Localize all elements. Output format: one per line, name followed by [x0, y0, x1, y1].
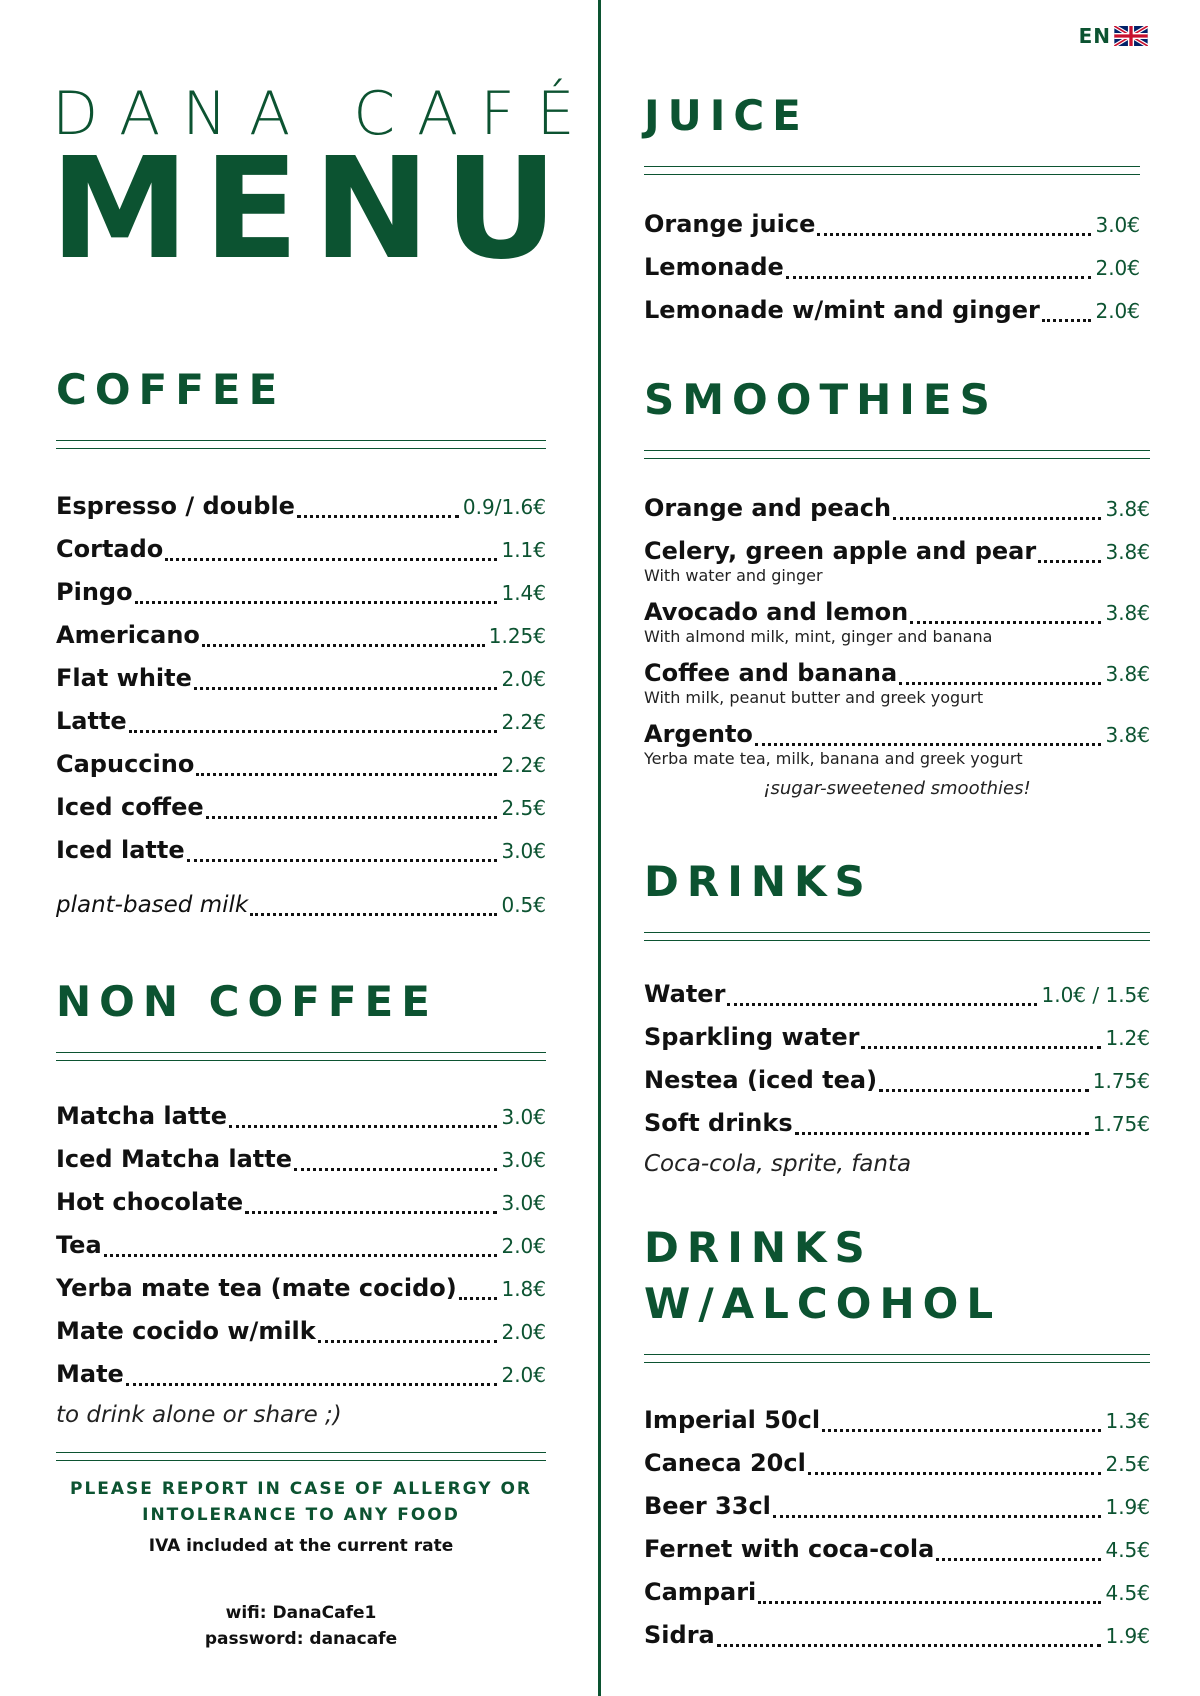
- item-name: Iced latte: [56, 836, 185, 864]
- menu-item: [56, 1138, 546, 1181]
- item-name: Imperial 50cl: [644, 1406, 821, 1434]
- item-name: Nestea (iced tea): [644, 1066, 878, 1094]
- leader-dots: [250, 913, 497, 916]
- item-name: Hot chocolate: [56, 1188, 244, 1216]
- item-price: 3.0€: [501, 1105, 546, 1129]
- language-selector[interactable]: [1079, 24, 1148, 48]
- leader-dots: [297, 515, 459, 518]
- item-name: Latte: [56, 707, 127, 735]
- leader-dots: [245, 1211, 497, 1214]
- menu-item: [644, 1485, 1150, 1528]
- leader-dots: [879, 1089, 1089, 1092]
- item-price: 4.5€: [1105, 1538, 1150, 1562]
- leader-dots: [717, 1644, 1102, 1647]
- item-price: 1.75€: [1092, 1069, 1150, 1093]
- item-price: 1.3€: [1105, 1409, 1150, 1433]
- menu-item: [644, 973, 1150, 1016]
- item-name: Campari: [644, 1578, 757, 1606]
- item-name: Iced coffee: [56, 793, 204, 821]
- item-name: Fernet with coca-cola: [644, 1535, 935, 1563]
- leader-dots: [755, 743, 1102, 746]
- menu-item: [644, 1059, 1150, 1102]
- item-name: Argento: [644, 720, 753, 748]
- item-name: Pingo: [56, 578, 133, 606]
- menu-item: [56, 657, 546, 700]
- non-coffee-title: NON COFFEE: [56, 977, 438, 1026]
- item-price: 2.0€: [1095, 256, 1140, 280]
- drinks-list: [644, 973, 1150, 1145]
- menu-item: [56, 614, 546, 657]
- coffee-section: [56, 362, 546, 926]
- item-name: Iced Matcha latte: [56, 1145, 293, 1173]
- wifi-name: wifi: DanaCafe1: [225, 1603, 377, 1623]
- item-name: Water: [644, 980, 726, 1008]
- item-price: 1.4€: [501, 581, 546, 605]
- item-price: 2.0€: [501, 667, 546, 691]
- leader-dots: [104, 1254, 498, 1257]
- item-name: Yerba mate tea (mate cocido): [56, 1274, 457, 1302]
- menu-item: [56, 1267, 546, 1310]
- menu-item: [56, 1224, 546, 1267]
- menu-item: [56, 700, 546, 743]
- item-price: 2.0€: [501, 1320, 546, 1344]
- menu-item: [56, 829, 546, 872]
- item-price: 3.0€: [501, 1148, 546, 1172]
- drinks-title: DRINKS: [644, 857, 873, 906]
- juice-rule: [644, 166, 1140, 175]
- item-name: Flat white: [56, 664, 192, 692]
- leader-dots: [893, 517, 1101, 520]
- alcohol-title-line1: DRINKS: [644, 1223, 873, 1272]
- item-name: Tea: [56, 1231, 102, 1259]
- menu-item: [56, 1095, 546, 1138]
- menu-item: [56, 485, 546, 528]
- item-description: With water and ginger: [644, 566, 823, 585]
- item-description: Yerba mate tea, milk, banana and greek yogurt: [644, 749, 1023, 768]
- leader-dots: [187, 859, 498, 862]
- leader-dots: [899, 682, 1101, 685]
- item-price: 1.1€: [501, 538, 546, 562]
- item-price: 0.9/1.6€: [462, 495, 546, 519]
- non-coffee-section: [56, 974, 546, 1461]
- leader-dots: [194, 687, 498, 690]
- leader-dots: [206, 816, 498, 819]
- item-price: 2.0€: [501, 1363, 546, 1387]
- menu-item: [644, 1399, 1150, 1442]
- menu-item: [644, 246, 1140, 289]
- footer-rule: [56, 1452, 546, 1461]
- menu-item: [644, 1528, 1150, 1571]
- item-price: 2.5€: [501, 796, 546, 820]
- drinks-rule: [644, 932, 1150, 941]
- item-price: 3.0€: [501, 839, 546, 863]
- juice-title: JUICE: [644, 91, 809, 140]
- iva-note: IVA included at the current rate: [148, 1536, 454, 1556]
- item-name: Sidra: [644, 1621, 715, 1649]
- smoothies-note: ¡sugar-sweetened smoothies!: [763, 778, 1031, 799]
- drinks-section: [644, 854, 1150, 1183]
- menu-item: [56, 528, 546, 571]
- item-name: Avocado and lemon: [644, 598, 909, 626]
- item-price: 3.8€: [1105, 723, 1150, 747]
- smoothies-section: [644, 372, 1150, 804]
- language-label: EN: [1078, 24, 1111, 48]
- item-price: 2.2€: [501, 710, 546, 734]
- menu-item: [56, 786, 546, 829]
- item-price: 4.5€: [1105, 1581, 1150, 1605]
- leader-dots: [1038, 560, 1101, 563]
- menu-item: [644, 289, 1140, 332]
- alcohol-rule: [644, 1354, 1150, 1363]
- drinks-note: Coca-cola, sprite, fanta: [644, 1151, 912, 1177]
- item-description: With milk, peanut butter and greek yogurt: [644, 688, 984, 707]
- item-name: Coffee and banana: [644, 659, 898, 687]
- plant-milk-price: 0.5€: [501, 893, 546, 917]
- item-price: 1.0€ / 1.5€: [1041, 983, 1150, 1007]
- leader-dots: [773, 1515, 1102, 1518]
- item-name: Mate: [56, 1360, 124, 1388]
- menu-title: MENU: [50, 128, 572, 291]
- smoothies-rule: [644, 450, 1150, 459]
- alcohol-section: [644, 1220, 1150, 1657]
- item-name: Americano: [56, 621, 200, 649]
- allergy-notice: PLEASE REPORT IN CASE OF ALLERGY OR INTOLERANCE TO ANY FOOD: [69, 1479, 533, 1525]
- smoothies-list: [644, 487, 1150, 768]
- item-price: 2.0€: [1095, 299, 1140, 323]
- item-name: Soft drinks: [644, 1109, 793, 1137]
- menu-item: [56, 743, 546, 786]
- leader-dots: [126, 1383, 498, 1386]
- leader-dots: [1042, 319, 1092, 322]
- leader-dots: [758, 1601, 1101, 1604]
- coffee-list: [56, 485, 546, 872]
- menu-item: [56, 571, 546, 614]
- leader-dots: [229, 1125, 497, 1128]
- item-price: 1.9€: [1105, 1495, 1150, 1519]
- item-price: 3.8€: [1105, 497, 1150, 521]
- item-name: Celery, green apple and pear: [644, 537, 1037, 565]
- alcohol-title-line2: W/ALCOHOL: [644, 1279, 1002, 1328]
- item-price: 2.0€: [501, 1234, 546, 1258]
- cafe-name: DANA CAFÉ: [52, 79, 597, 149]
- item-price: 3.8€: [1105, 601, 1150, 625]
- leader-dots: [795, 1132, 1089, 1135]
- plant-milk-row: [56, 884, 546, 926]
- leader-dots: [808, 1472, 1102, 1475]
- smoothies-title: SMOOTHIES: [644, 375, 998, 424]
- juice-section: [644, 88, 1140, 332]
- leader-dots: [822, 1429, 1101, 1432]
- non-coffee-note: to drink alone or share ;): [56, 1402, 342, 1428]
- item-name: Lemonade: [644, 253, 784, 281]
- leader-dots: [294, 1168, 497, 1171]
- item-price: 3.8€: [1105, 540, 1150, 564]
- item-price: 1.2€: [1105, 1026, 1150, 1050]
- item-name: Sparkling water: [644, 1023, 860, 1051]
- item-price: 1.9€: [1105, 1624, 1150, 1648]
- item-price: 3.8€: [1105, 662, 1150, 686]
- menu-item: [644, 1016, 1150, 1059]
- menu-item: [56, 1181, 546, 1224]
- item-description: With almond milk, mint, ginger and banana: [644, 627, 993, 646]
- leader-dots: [861, 1046, 1101, 1049]
- item-price: 1.25€: [488, 624, 546, 648]
- plant-milk-label: plant-based milk: [56, 892, 249, 918]
- item-name: Espresso / double: [56, 492, 295, 520]
- item-price: 3.0€: [501, 1191, 546, 1215]
- item-price: 3.0€: [1095, 213, 1140, 237]
- non-coffee-rule: [56, 1052, 546, 1061]
- menu-item: [56, 1353, 546, 1396]
- leader-dots: [196, 773, 497, 776]
- leader-dots: [817, 233, 1091, 236]
- item-price: 2.2€: [501, 753, 546, 777]
- leader-dots: [318, 1340, 498, 1343]
- leader-dots: [910, 621, 1101, 624]
- menu-item: [644, 1614, 1150, 1657]
- item-name: Matcha latte: [56, 1102, 228, 1130]
- coffee-rule: [56, 440, 546, 449]
- menu-item: [56, 1310, 546, 1353]
- item-name: Beer 33cl: [644, 1492, 771, 1520]
- item-name: Capuccino: [56, 750, 195, 778]
- leader-dots: [727, 1003, 1037, 1006]
- leader-dots: [786, 276, 1092, 279]
- item-name: Caneca 20cl: [644, 1449, 806, 1477]
- item-price: 1.8€: [501, 1277, 546, 1301]
- juice-list: [644, 203, 1140, 332]
- leader-dots: [202, 644, 485, 647]
- vertical-divider: [598, 0, 601, 1696]
- non-coffee-list: [56, 1095, 546, 1396]
- menu-item: [644, 487, 1150, 530]
- item-price: 2.5€: [1105, 1452, 1150, 1476]
- leader-dots: [129, 730, 498, 733]
- menu-item: [644, 1571, 1150, 1614]
- menu-item: [644, 203, 1140, 246]
- uk-flag-icon: [1114, 26, 1148, 46]
- item-price: 1.75€: [1092, 1112, 1150, 1136]
- leader-dots: [165, 558, 497, 561]
- leader-dots: [135, 601, 498, 604]
- menu-item: [644, 1102, 1150, 1145]
- item-name: Cortado: [56, 535, 164, 563]
- wifi-password: password: danacafe: [204, 1629, 398, 1649]
- wifi-info: [56, 1600, 546, 1652]
- coffee-title: COFFEE: [56, 365, 286, 414]
- leader-dots: [459, 1297, 498, 1300]
- item-name: Lemonade w/mint and ginger: [644, 296, 1040, 324]
- item-name: Orange and peach: [644, 494, 892, 522]
- item-name: Mate cocido w/milk: [56, 1317, 316, 1345]
- leader-dots: [936, 1558, 1101, 1561]
- menu-item: [644, 1442, 1150, 1485]
- item-name: Orange juice: [644, 210, 816, 238]
- alcohol-list: [644, 1399, 1150, 1657]
